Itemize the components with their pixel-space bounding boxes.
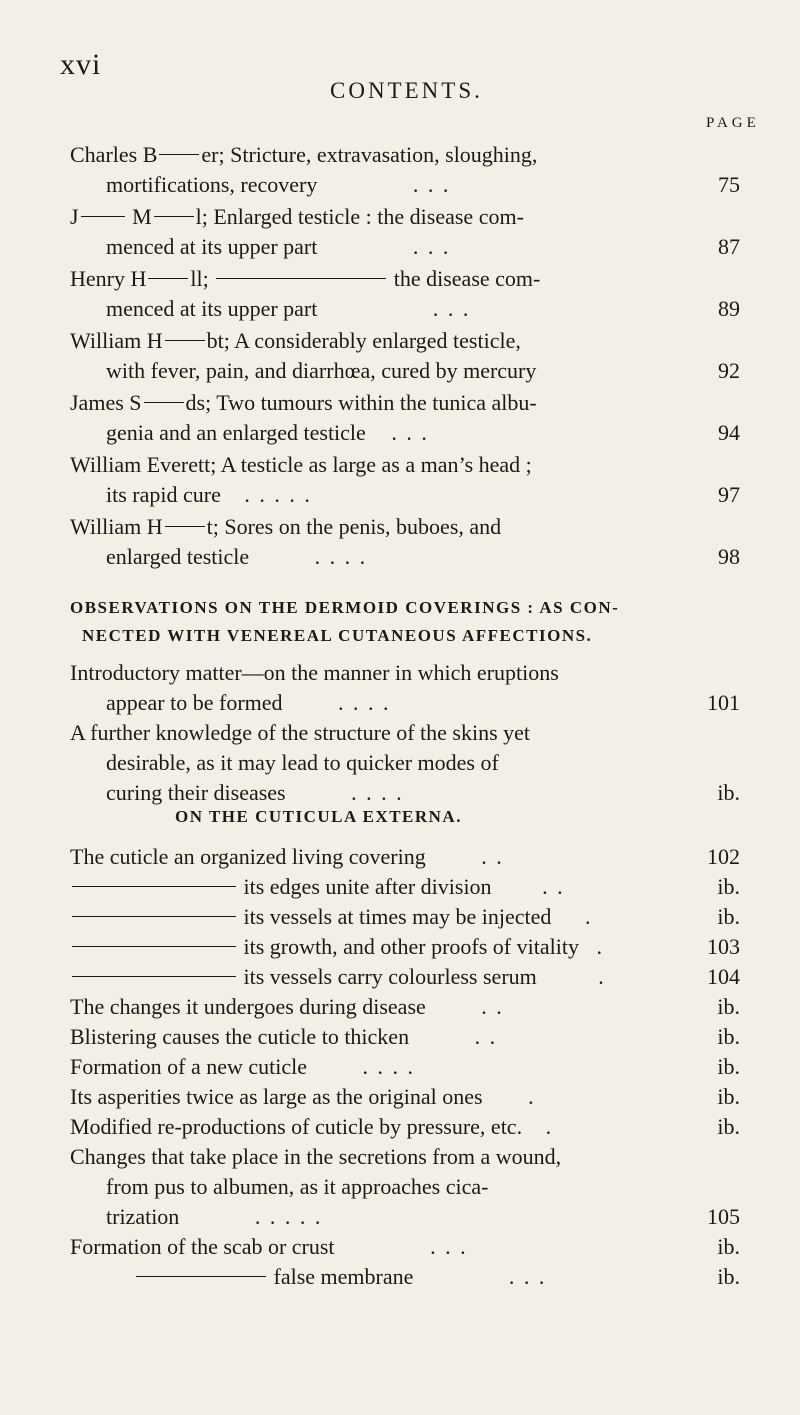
toc-entry: Formation of a new cuticle . . . . ib. [70, 1052, 740, 1082]
section-heading: OBSERVATIONS ON THE DERMOID COVERINGS : AS CON- NECTED WITH VENEREAL CUTANEOUS AFFECTIONS. [70, 598, 620, 645]
toc-entry: James S ds; Two tumours within the tunica albu- genia and an enlarged testicle . . . 94 [70, 388, 740, 448]
ditto-rule [72, 946, 236, 947]
page-ref: 104 [707, 964, 740, 989]
toc-entry: Changes that take place in the secretions from a wound, from pus to albumen, as it approaches cica- trization . . . . . 105 [70, 1142, 740, 1232]
toc-entry: Modified re-productions of cuticle by pressure, etc. . ib. [70, 1112, 740, 1142]
toc-entry: William Everett; A testicle as large as a man’s head ; its rapid cure . . . . . 97 [70, 450, 740, 510]
toc-entry: A further knowledge of the structure of the skins yet desirable, as it may lead to quicker modes of curing their diseases . . . . ib. [70, 718, 740, 808]
toc-entry: The cuticle an organized living covering . . 102 [70, 842, 740, 872]
page-ref: 98 [718, 544, 740, 569]
toc-entry: Formation of the scab or crust . . . ib. [70, 1232, 740, 1262]
toc-entry: its vessels carry colourless serum . 104 [70, 962, 740, 992]
running-head: CONTENTS. [330, 78, 483, 103]
toc-entry: Henry H ll; the disease com- menced at its upper part . . . 89 [70, 264, 740, 324]
page-ref: 87 [718, 234, 740, 259]
toc-entry: William H bt; A considerably enlarged testicle, with fever, pain, and diarrhœa, cured by mercury 92 [70, 326, 740, 386]
page-ref: 101 [707, 690, 740, 715]
page-ref: ib. [717, 904, 740, 929]
page-ref: ib. [717, 874, 740, 899]
toc-entry: J M l; Enlarged testicle : the disease com- menced at its upper part . . . 87 [70, 202, 740, 262]
toc-entry: its growth, and other proofs of vitality . 103 [70, 932, 740, 962]
page-ref: ib. [717, 1264, 740, 1289]
page-ref: 102 [707, 844, 740, 869]
toc-entry: Introductory matter—on the manner in which eruptions appear to be formed . . . . 101 [70, 658, 740, 718]
page-ref: ib. [717, 1024, 740, 1049]
ditto-rule [72, 886, 236, 887]
page-ref: ib. [717, 780, 740, 805]
page-ref: 94 [718, 420, 740, 445]
page-ref: ib. [717, 994, 740, 1019]
toc-entry: William H t; Sores on the penis, buboes, and enlarged testicle . . . . 98 [70, 512, 740, 572]
ditto-rule [136, 1276, 266, 1277]
toc-entry: Charles B er; Stricture, extravasation, sloughing, mortifications, recovery . . . 75 [70, 140, 740, 200]
toc-entry: Its asperities twice as large as the original ones . ib. [70, 1082, 740, 1112]
page-number: xvi [60, 48, 102, 81]
page-ref: ib. [717, 1234, 740, 1259]
toc-entry: its vessels at times may be injected . ib. [70, 902, 740, 932]
page-ref: ib. [717, 1114, 740, 1139]
page-ref: 97 [718, 482, 740, 507]
ditto-rule [72, 976, 236, 977]
page-ref: 75 [718, 172, 740, 197]
toc-entry: its edges unite after division . . ib. [70, 872, 740, 902]
toc-entry: false membrane . . . ib. [70, 1262, 740, 1292]
page-ref: 105 [707, 1204, 740, 1229]
page-ref: 89 [718, 296, 740, 321]
page-ref: 92 [718, 358, 740, 383]
page-ref: ib. [717, 1054, 740, 1079]
toc-entry: The changes it undergoes during disease . . ib. [70, 992, 740, 1022]
page-ref: ib. [717, 1084, 740, 1109]
ditto-rule [72, 916, 236, 917]
page-ref: 103 [707, 934, 740, 959]
page-column-label: PAGE [706, 115, 760, 131]
toc-entry: Blistering causes the cuticle to thicken . . ib. [70, 1022, 740, 1052]
subheading: ON THE CUTICULA EXTERNA. [175, 807, 462, 826]
